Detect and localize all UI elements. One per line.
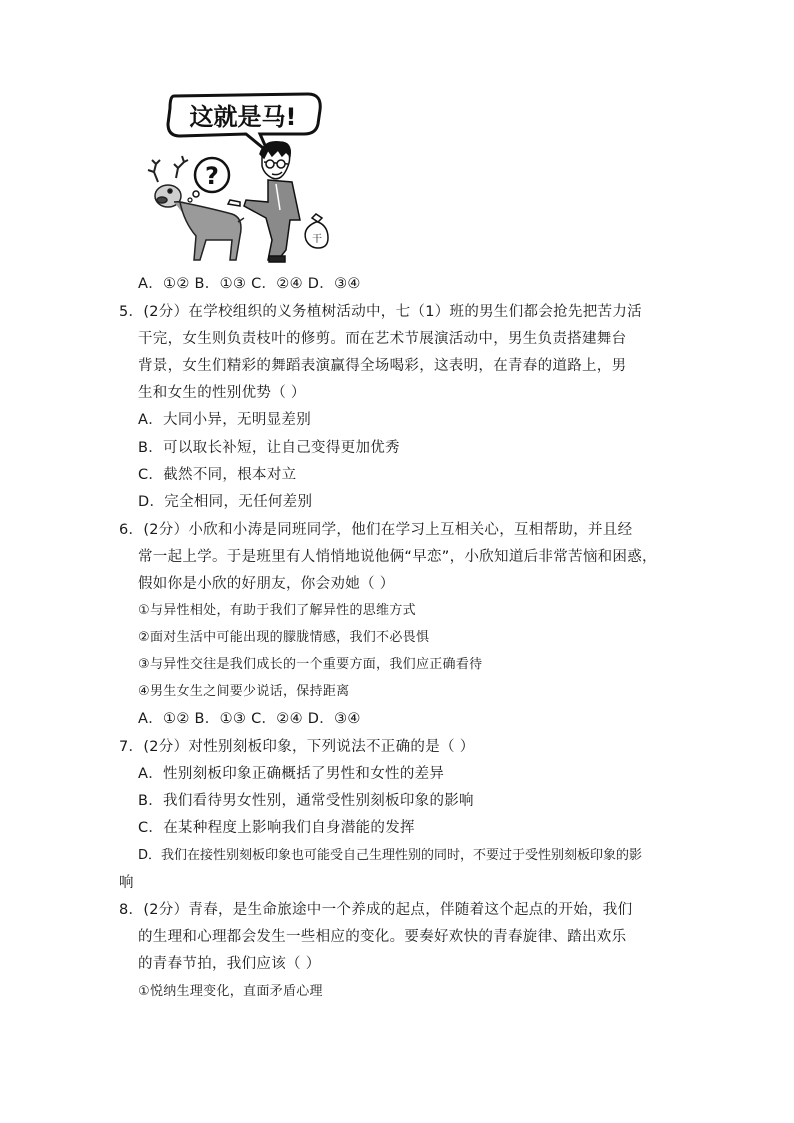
q7-stem: 7．(2分）对性别刻板印象，下列说法不正确的是（ ） bbox=[119, 739, 475, 755]
money-bag-icon bbox=[305, 214, 328, 248]
q5-stem-line-3: 背景，女生们精彩的舞蹈表演赢得全场喝彩，这表明，在青春的道路上，男 bbox=[138, 358, 627, 374]
q5-option-b: B．可以取长补短，让自己变得更加优秀 bbox=[138, 440, 400, 456]
q7-option-d: D．我们在接性别刻板印象也可能受自己生理性别的同时，不要过于受性别刻板印象的影 bbox=[138, 848, 643, 863]
q7-option-a: A．性别刻板印象正确概括了男性和女性的差异 bbox=[138, 766, 445, 782]
q7-option-c: C．在某种程度上影响我们自身潜能的发挥 bbox=[138, 820, 415, 836]
q6-stem-line-1: 6．(2分）小欣和小涛是同班同学，他们在学习上互相关心，互相帮助，并且经 bbox=[119, 522, 633, 538]
q6-options: A．①② B．①③ C．②④ D．③④ bbox=[138, 711, 361, 727]
q6-statement-4: ④男生女生之间要少说话，保持距离 bbox=[138, 684, 350, 699]
q6-statement-3: ③与异性交往是我们成长的一个重要方面，我们应正确看待 bbox=[138, 657, 483, 672]
question-mark-text: ? bbox=[205, 162, 219, 190]
speech-bubble bbox=[168, 94, 320, 152]
money-bag-text: 干 bbox=[312, 234, 322, 245]
q7-option-b: B．我们看待男女性别，通常受性别刻板印象的影响 bbox=[138, 793, 474, 809]
q6-stem-line-3: 假如你是小欣的好朋友，你会劝她（ ） bbox=[138, 576, 395, 592]
q5-option-c: C．截然不同，根本对立 bbox=[138, 467, 297, 483]
q5-stem-line-2: 干完，女生则负责枝叶的修剪。而在艺术节展演活动中，男生负责搭建舞台 bbox=[138, 331, 627, 347]
q8-stem-line-3: 的青春节拍，我们应该（ ） bbox=[138, 956, 321, 972]
q8-stem-line-1: 8．(2分）青春，是生命旅途中一个养成的起点，伴随着这个起点的开始，我们 bbox=[119, 902, 633, 918]
q8-statement-1: ①悦纳生理变化，直面矛盾心理 bbox=[138, 984, 323, 999]
speech-bubble-text: 这就是马! bbox=[189, 103, 297, 131]
thought-bubble bbox=[188, 158, 229, 202]
q5-option-d: D．完全相同，无任何差别 bbox=[138, 494, 313, 510]
q6-statement-2: ②面对生活中可能出现的朦胧情感，我们不必畏惧 bbox=[138, 630, 430, 645]
q5-stem-line-4: 生和女生的性别优势（ ） bbox=[138, 385, 306, 401]
q6-statement-1: ①与异性相处，有助于我们了解异性的思维方式 bbox=[138, 603, 416, 618]
q8-stem-line-2: 的生理和心理都会发生一些相应的变化。要奏好欢快的青春旋律、踏出欢乐 bbox=[138, 929, 627, 945]
q5-stem-line-1: 5．(2分）在学校组织的义务植树活动中，七（1）班的男生们都会抢先把苦力活 bbox=[119, 304, 642, 320]
q6-stem-line-2: 常一起上学。于是班里有人悄悄地说他俩“早恋”，小欣知道后非常苦恼和困惑， bbox=[138, 549, 657, 565]
q4-options: A．①② B．①③ C．②④ D．③④ bbox=[138, 276, 361, 292]
q7-option-d-continued: 响 bbox=[119, 875, 134, 891]
cartoon-illustration bbox=[140, 90, 340, 268]
q5-option-a: A．大同小异，无明显差别 bbox=[138, 412, 312, 428]
